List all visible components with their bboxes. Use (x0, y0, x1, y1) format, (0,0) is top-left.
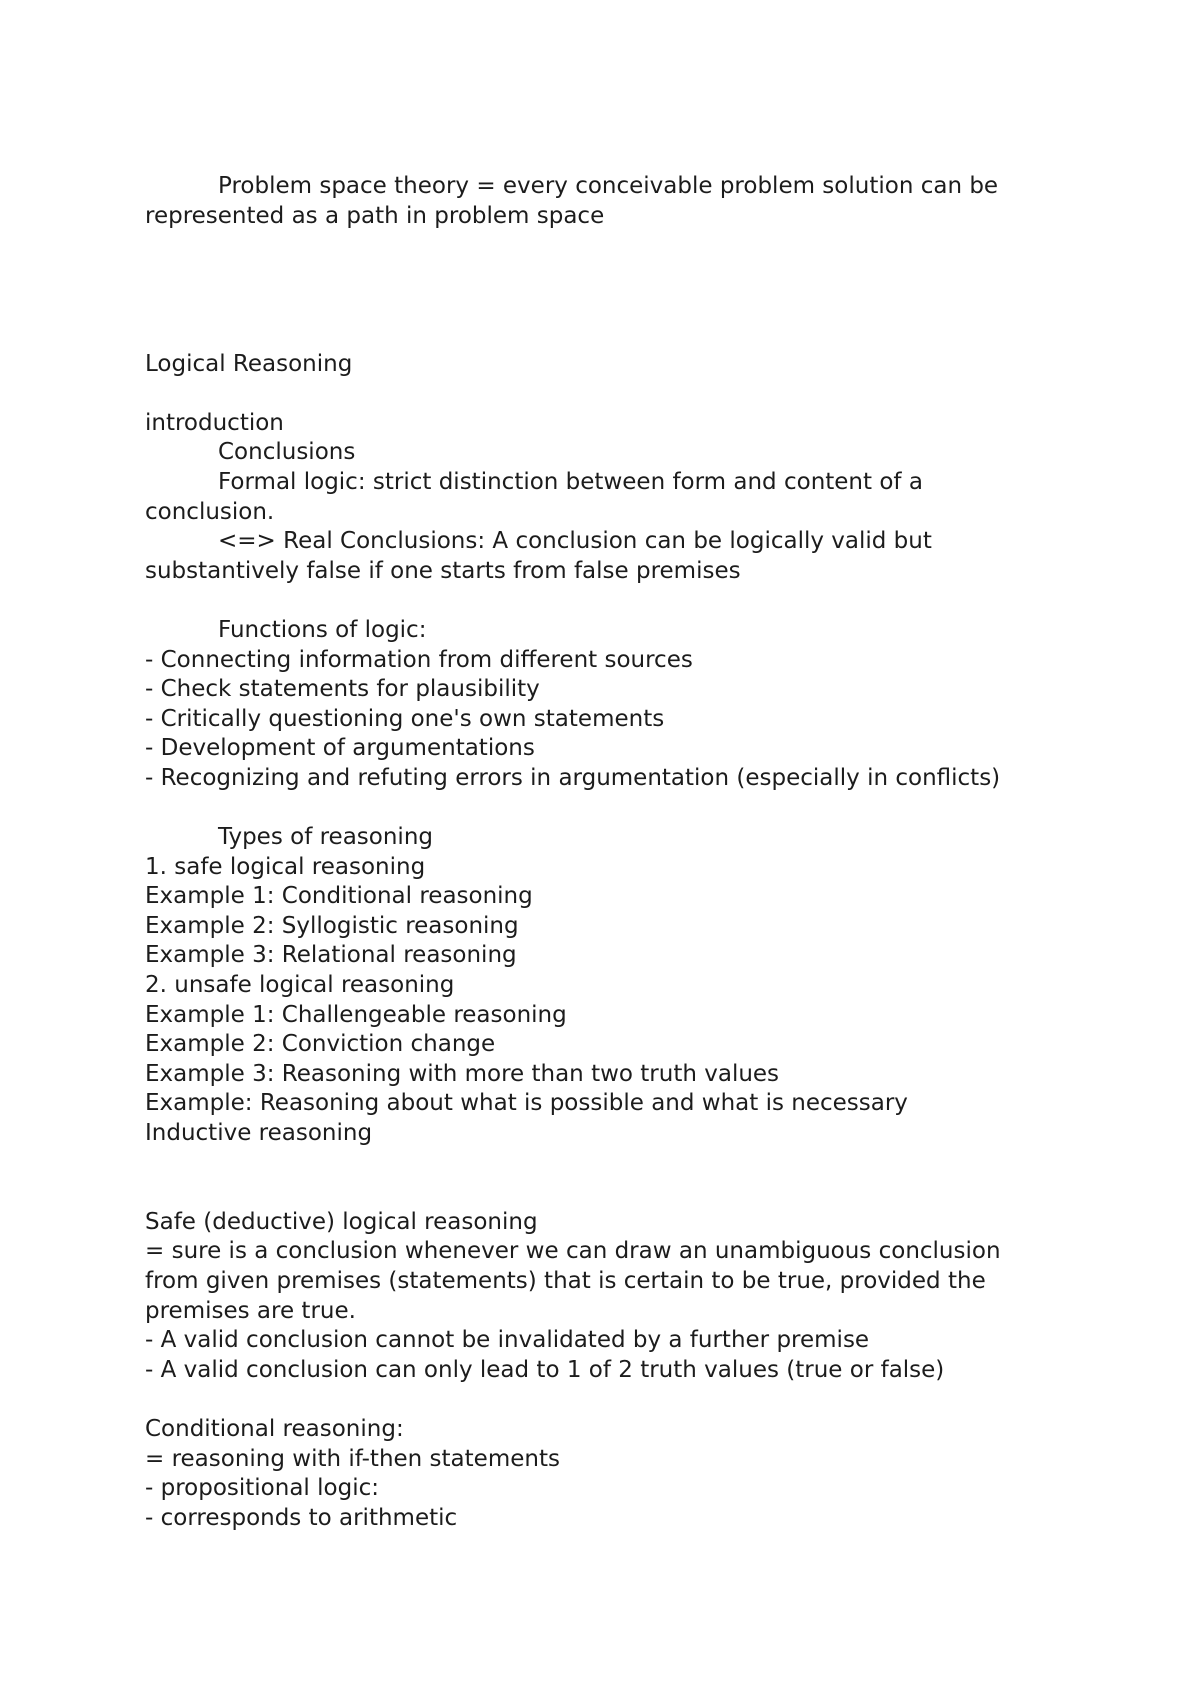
types-item: Example 3: Reasoning with more than two truth values (145, 1060, 780, 1087)
spacer (145, 793, 1065, 823)
spacer (145, 1149, 1065, 1179)
formal-logic-line-2: conclusion. (145, 498, 275, 525)
types-item: Example 1: Conditional reasoning (145, 883, 533, 910)
formal-logic-line-1: Formal logic: strict distinction between form and content of a (218, 468, 923, 495)
functions-item: - Check statements for plausibility (145, 676, 540, 703)
spacer (145, 261, 1065, 291)
spacer (145, 290, 1065, 320)
types-item: Example 3: Relational reasoning (145, 942, 517, 969)
spacer (145, 231, 1065, 261)
conclusions-heading: Conclusions (218, 439, 356, 466)
types-item: Example 1: Challengeable reasoning (145, 1001, 567, 1028)
types-item: Inductive reasoning (145, 1120, 373, 1146)
functions-item: - Development of argumentations (145, 735, 535, 762)
types-item: 2. unsafe logical reasoning (145, 972, 455, 999)
functions-item: - Recognizing and refuting errors in argumentation (especially in conflicts) (145, 764, 1001, 791)
functions-item: - Connecting information from different sources (145, 646, 693, 673)
section-title: Logical Reasoning (145, 350, 353, 377)
conditional-heading: Conditional reasoning: (145, 1415, 404, 1442)
spacer (145, 1178, 1065, 1208)
types-item: Example 2: Conviction change (145, 1031, 496, 1058)
functions-item: - Critically questioning one's own statements (145, 705, 665, 732)
intro-line-1: Problem space theory = every conceivable problem solution can be (218, 173, 999, 199)
real-conclusions-line-2: substantively false if one starts from false premises (145, 557, 741, 584)
conditional-item: - corresponds to arithmetic (145, 1504, 458, 1531)
real-conclusions-line-1: <=> Real Conclusions: A conclusion can be logically valid but (218, 528, 932, 555)
conditional-item: - propositional logic: (145, 1475, 379, 1502)
introduction-heading: introduction (145, 409, 284, 436)
safe-definition-line: premises are true. (145, 1297, 356, 1324)
spacer (145, 379, 1065, 409)
types-heading: Types of reasoning (218, 824, 433, 851)
types-item: Example: Reasoning about what is possible and what is necessary (145, 1090, 908, 1117)
document-body (145, 172, 1065, 1533)
intro-line-2: represented as a path in problem space (145, 202, 605, 229)
spacer (145, 586, 1065, 616)
spacer (145, 1385, 1065, 1415)
spacer (145, 320, 1065, 350)
safe-item: - A valid conclusion can only lead to 1 of 2 truth values (true or false) (145, 1356, 945, 1383)
conditional-item: = reasoning with if-then statements (145, 1445, 560, 1472)
types-item: Example 2: Syllogistic reasoning (145, 912, 519, 939)
safe-reasoning-heading: Safe (deductive) logical reasoning (145, 1208, 538, 1235)
types-item: 1. safe logical reasoning (145, 853, 426, 880)
safe-item: - A valid conclusion cannot be invalidated by a further premise (145, 1327, 870, 1354)
functions-heading: Functions of logic: (218, 616, 427, 643)
safe-definition-line: = sure is a conclusion whenever we can draw an unambiguous conclusion (145, 1238, 1001, 1265)
safe-definition-line: from given premises (statements) that is certain to be true, provided the (145, 1267, 986, 1294)
